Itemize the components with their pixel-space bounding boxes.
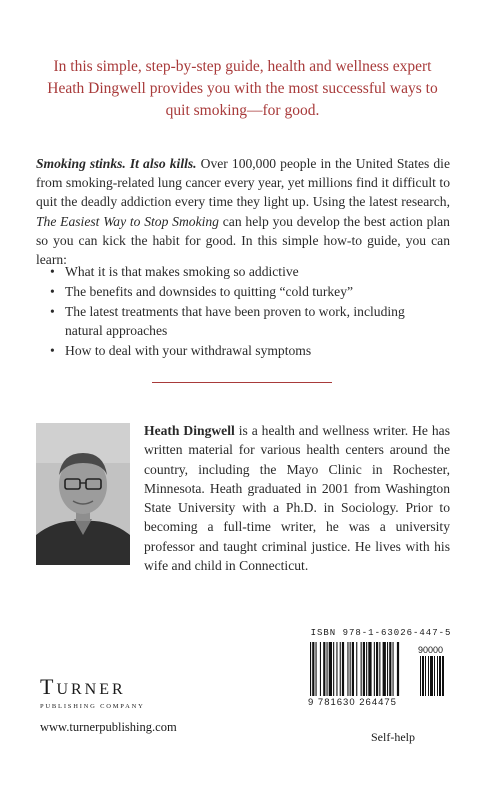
publisher-subtitle: PUBLISHING COMPANY (40, 703, 145, 710)
intro-paragraph (36, 154, 450, 269)
publisher-name-rest: URNER (56, 681, 126, 698)
barcode-bar (329, 642, 332, 696)
author-bio (144, 421, 450, 575)
author-name: Heath Dingwell (144, 423, 235, 438)
addon-bar (420, 656, 421, 696)
addon-bar (422, 656, 424, 696)
publisher-website[interactable]: www.turnerpublishing.com (40, 720, 177, 734)
addon-bar (442, 656, 444, 696)
addon-bar (437, 656, 438, 696)
barcode-bar (393, 642, 394, 696)
intro-lead: Smoking stinks. It also kills. (36, 156, 197, 171)
list-item: • The latest treatments that have been proven to work, including natural approaches (50, 302, 440, 340)
barcode-bar (323, 642, 325, 696)
barcode-bar (312, 642, 314, 696)
price-code: 90000 (418, 645, 444, 655)
learning-points-list (50, 262, 440, 361)
barcode-bar (363, 642, 365, 696)
addon-bar (439, 656, 441, 696)
barcode-bar (333, 642, 334, 696)
barcode-bar (310, 642, 311, 696)
barcode-bar (374, 642, 375, 696)
barcode-bar (366, 642, 367, 696)
barcode-bar (347, 642, 348, 696)
barcode-bar (316, 642, 317, 696)
barcode-bar (352, 642, 354, 696)
barcode-bar (389, 642, 391, 696)
barcode-bar (342, 642, 344, 696)
author-bio-text: is a health and wellness writer. He has written material for various health centers around the country, including the Mayo Clinic in Rochester, Minnesota. Heath graduated in 2001 from Washington State University with a Ph.D. in Sociology. Prior to becoming a full-time writer, he was a university professor and taught criminal justice. He lives with his wife and child in Connecticut. (144, 423, 450, 574)
intro-text-part2: can help you develop the best action plan so you can kick the habit for good. In this simple how-to guide, you can learn: (36, 213, 450, 268)
intro-book-title: The Easiest Way to Stop Smoking (36, 213, 219, 229)
barcode-bar (340, 642, 341, 696)
list-item: • How to deal with your withdrawal symptoms (50, 341, 440, 360)
section-divider (152, 382, 332, 383)
list-item: • What it is that makes smoking so addictive (50, 262, 440, 281)
intro-text-part1: Over 100,000 people in the United States die from smoking-related lung cancer every year, yet millions find it difficult to quit the deadly addiction every time they light up. Using the latest research, (36, 156, 450, 210)
book-category: Self-help (371, 730, 415, 744)
isbn-text: ISBN 978-1-63026-447-5 (310, 628, 452, 638)
barcode-bar (356, 642, 357, 696)
barcode-bar (336, 642, 337, 696)
barcode-bar (320, 642, 321, 696)
barcode-bar (350, 642, 351, 696)
publisher-logo (40, 676, 200, 710)
publisher-name (40, 676, 200, 701)
addon-bar (425, 656, 426, 696)
addon-bar (430, 656, 433, 696)
tagline: In this simple, step-by-step guide, health and wellness expert Heath Dingwell provides you with the most successful ways to quit smoking—for good. (47, 58, 438, 119)
publisher-name-initial: T (40, 674, 57, 699)
barcode-bar (379, 642, 380, 696)
barcode-bar (361, 642, 362, 696)
list-item: • The benefits and downsides to quitting “cold turkey” (50, 282, 440, 301)
author-portrait-icon (36, 423, 130, 565)
barcode-bar (376, 642, 378, 696)
barcode-bar (397, 642, 399, 696)
barcode-bar (368, 642, 371, 696)
barcode-bar (383, 642, 386, 696)
barcode-bar (387, 642, 388, 696)
barcode-bar (327, 642, 328, 696)
addon-bar (428, 656, 429, 696)
author-photo (36, 423, 130, 565)
addon-bar (434, 656, 435, 696)
ean-digits: 9 781630 264475 (308, 697, 397, 708)
